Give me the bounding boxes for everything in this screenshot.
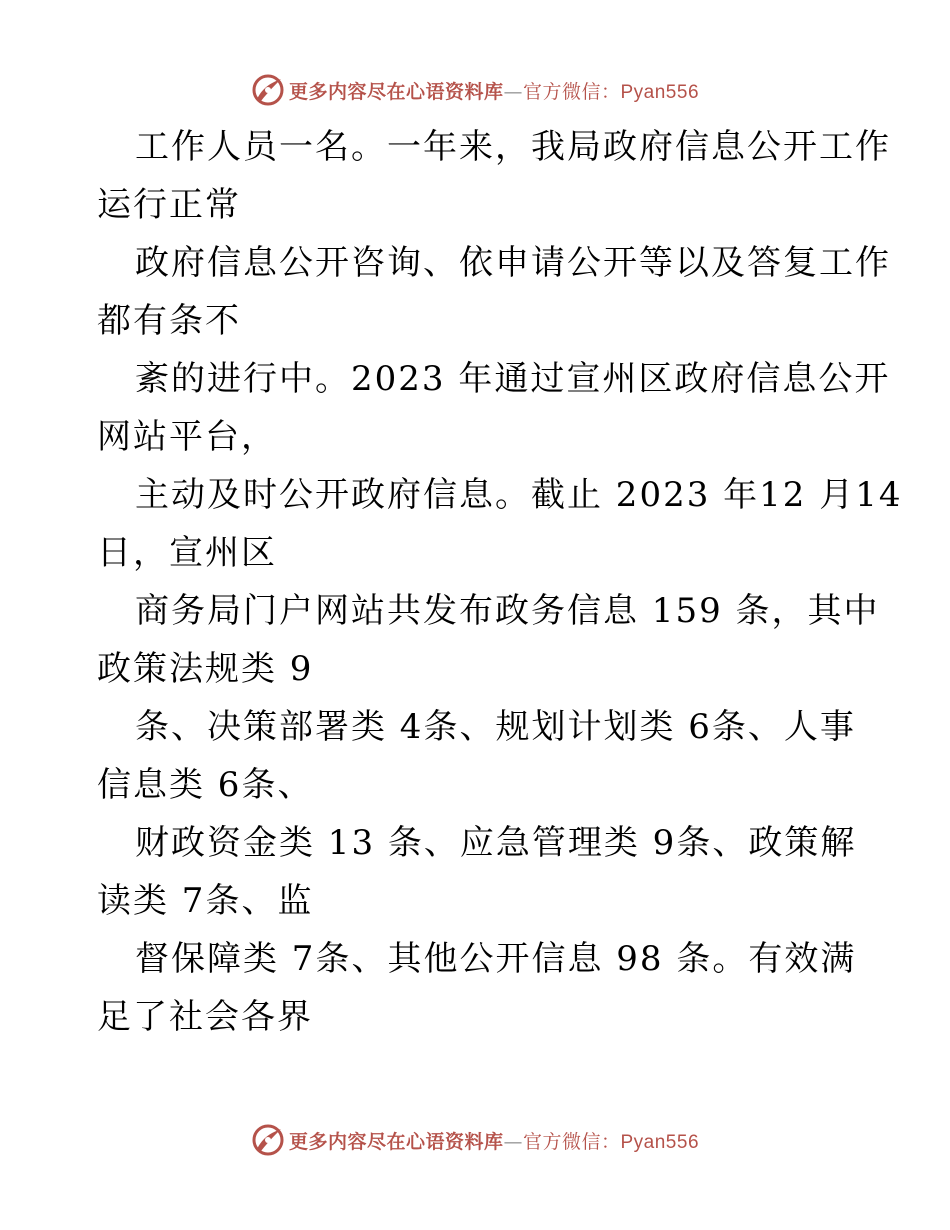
text-line: 政策法规类 9 bbox=[97, 649, 314, 689]
text-line: 工作人员一名。一年来，我局政府信息公开工作 bbox=[135, 127, 891, 167]
document-body bbox=[97, 118, 903, 1046]
banner-text: 更多内容尽在心语资料库—官方微信：Pyan556 bbox=[288, 80, 700, 103]
text-line: 信息类 6条、 bbox=[97, 765, 314, 805]
pen-logo-icon bbox=[251, 73, 285, 107]
text-line: 商务局门户网站共发布政务信息 159 条，其中 bbox=[135, 591, 880, 631]
text-line: 政府信息公开咨询、依申请公开等以及答复工作 bbox=[135, 243, 891, 283]
text-line: 运行正常 bbox=[97, 185, 241, 225]
text-line: 条、决策部署类 4条、规划计划类 6条、人事 bbox=[135, 707, 856, 747]
text-line: 财政资金类 13 条、应急管理类 9条、政策解 bbox=[135, 823, 857, 863]
text-line: 督保障类 7条、其他公开信息 98 条。有效满 bbox=[135, 939, 857, 979]
text-line: 足了社会各界 bbox=[97, 997, 313, 1037]
text-line: 读类 7条、监 bbox=[97, 881, 314, 921]
banner-text: 更多内容尽在心语资料库—官方微信：Pyan556 bbox=[288, 1130, 700, 1153]
text-line: 主动及时公开政府信息。截止 2023 年12 月14 bbox=[135, 475, 903, 515]
header-banner bbox=[0, 70, 950, 110]
text-line: 紊的进行中。2023 年通过宣州区政府信息公开 bbox=[135, 359, 891, 399]
footer-banner bbox=[0, 1120, 950, 1160]
text-line: 日，宣州区 bbox=[97, 533, 277, 573]
pen-logo-icon bbox=[251, 1123, 285, 1157]
text-line: 网站平台， bbox=[97, 417, 277, 457]
text-line: 都有条不 bbox=[97, 301, 241, 341]
